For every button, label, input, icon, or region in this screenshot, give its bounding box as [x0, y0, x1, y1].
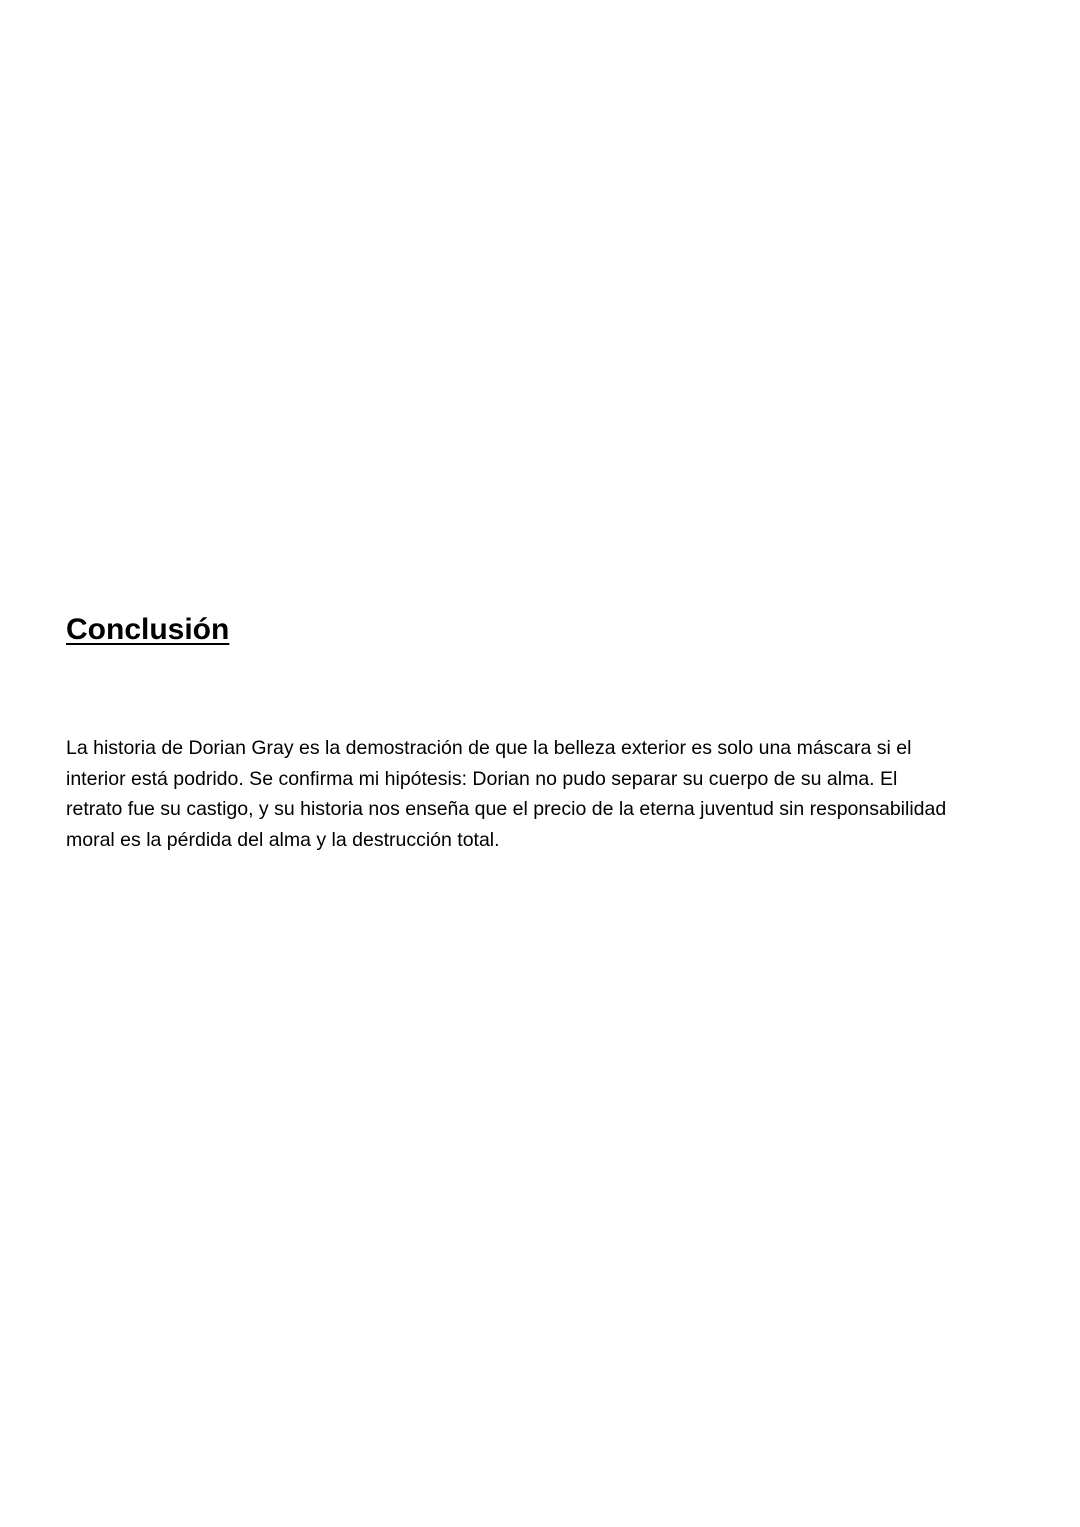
conclusion-paragraph	[66, 733, 946, 855]
section-heading: Conclusión	[66, 613, 230, 646]
paragraph-line: interior está podrido. Se confirma mi hipótesis: Dorian no pudo separar su cuerpo de su alma. El	[66, 767, 898, 790]
paragraph-line: moral es la pérdida del alma y la destrucción total.	[66, 828, 500, 851]
paragraph-line: La historia de Dorian Gray es la demostración de que la belleza exterior es solo una máscara si el	[66, 737, 912, 759]
paragraph-line: retrato fue su castigo, y su historia nos enseña que el precio de la eterna juventud sin responsabilidad	[66, 798, 947, 821]
